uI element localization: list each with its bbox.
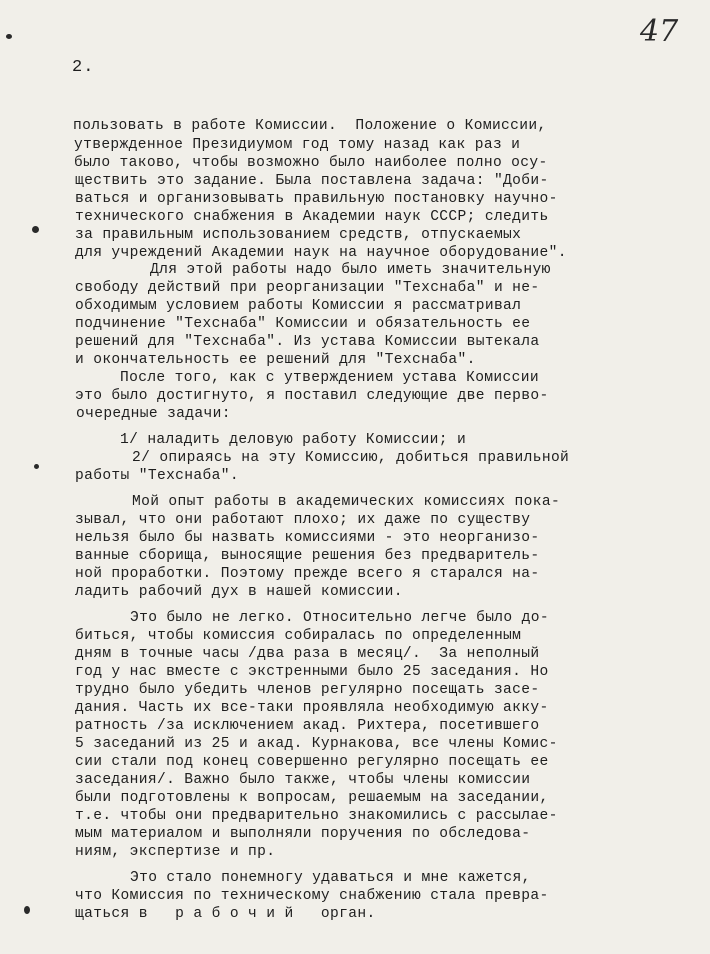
text-line: 5 заседаний из 25 и акад. Курнакова, все члены Комис- xyxy=(75,736,558,752)
text-line: 1/ наладить деловую работу Комиссии; и xyxy=(120,432,467,448)
text-line: для учреждений Академии наук на научное оборудование". xyxy=(75,245,567,261)
text-line: работы "Техснаба". xyxy=(75,468,239,484)
text-line: решений для "Техснаба". Из устава Комиссии вытекала xyxy=(75,334,540,350)
text-line: дания. Часть их все-таки проявляла необходимую акку- xyxy=(75,700,549,716)
text-line: ладить рабочий дух в нашей комиссии. xyxy=(75,584,403,600)
text-line: ратность /за исключением акад. Рихтера, посетившего xyxy=(75,718,540,734)
text-line: заседания/. Важно было также, чтобы члены комиссии xyxy=(75,772,531,788)
text-line: нельзя было бы назвать комиссиями - это неорганизо- xyxy=(75,530,540,546)
text-line: После того, как с утверждением устава Комиссии xyxy=(120,370,539,386)
archive-folio-number: 47 xyxy=(640,14,679,49)
text-line: трудно было убедить членов регулярно посещать засе- xyxy=(75,682,540,698)
text-line: т.е. чтобы они предварительно знакомились с рассылае- xyxy=(75,808,558,824)
text-line: подчинение "Техснаба" Комиссии и обязательность ее xyxy=(75,316,531,332)
text-line: биться, чтобы комиссия собиралась по определенным xyxy=(75,628,522,644)
text-line: Это стало понемногу удаваться и мне кажется, xyxy=(130,870,531,886)
text-line: ваться и организовывать правильную постановку научно- xyxy=(75,191,558,207)
text-line: Мой опыт работы в академических комиссиях пока- xyxy=(132,494,561,510)
text-line: ной проработки. Поэтому прежде всего я старался на- xyxy=(75,566,540,582)
text-line: 2/ опираясь на эту Комиссию, добиться правильной xyxy=(132,450,570,466)
text-line: щаться в р а б о ч и й орган. xyxy=(75,906,376,922)
text-line: утвержденное Президиумом год тому назад как раз и xyxy=(74,137,521,153)
text-line: были подготовлены к вопросам, решаемым на заседании, xyxy=(75,790,549,806)
punch-mark-lower xyxy=(34,464,39,469)
text-line: очередные задачи: xyxy=(76,406,231,422)
text-line: обходимым условием работы Комиссии я рассматривал xyxy=(75,298,522,314)
page-number: 2. xyxy=(72,58,95,77)
text-line: дням в точные часы /два раза в месяц/. За неполный xyxy=(75,646,540,662)
punch-mark-bottom xyxy=(24,906,30,914)
text-line: что Комиссия по техническому снабжению стала превра- xyxy=(75,888,549,904)
text-line: пользовать в работе Комиссии. Положение о Комиссии, xyxy=(73,118,547,134)
punch-mark-middle xyxy=(32,226,39,233)
text-line: мым материалом и выполняли поручения по обследова- xyxy=(75,826,531,842)
text-line: Для этой работы надо было иметь значительную xyxy=(150,262,551,278)
text-line: было таково, чтобы возможно было наиболее полно осу- xyxy=(74,155,548,171)
text-line: и окончательность ее решений для "Техснаба". xyxy=(75,352,476,368)
text-line: ванные сборища, выносящие решения без предваритель- xyxy=(75,548,540,564)
text-line: год у нас вместе с экстренными было 25 заседания. Но xyxy=(75,664,549,680)
text-line: ществить это задание. Была поставлена задача: "Доби- xyxy=(75,173,549,189)
text-line: это было достигнуто, я поставил следующие две перво- xyxy=(75,388,549,404)
text-line: за правильным использованием средств, отпускаемых xyxy=(75,227,522,243)
text-line: зывал, что они работают плохо; их даже по существу xyxy=(75,512,531,528)
text-line: Это было не легко. Относительно легче было до- xyxy=(130,610,549,626)
text-line: технического снабжения в Академии наук СССР; следить xyxy=(75,209,549,225)
text-line: сии стали под конец совершенно регулярно посещать ее xyxy=(75,754,549,770)
text-line: свободу действий при реорганизации "Техснаба" и не- xyxy=(75,280,540,296)
punch-mark-top xyxy=(6,34,12,39)
text-line: ниям, экспертизе и пр. xyxy=(75,844,276,860)
